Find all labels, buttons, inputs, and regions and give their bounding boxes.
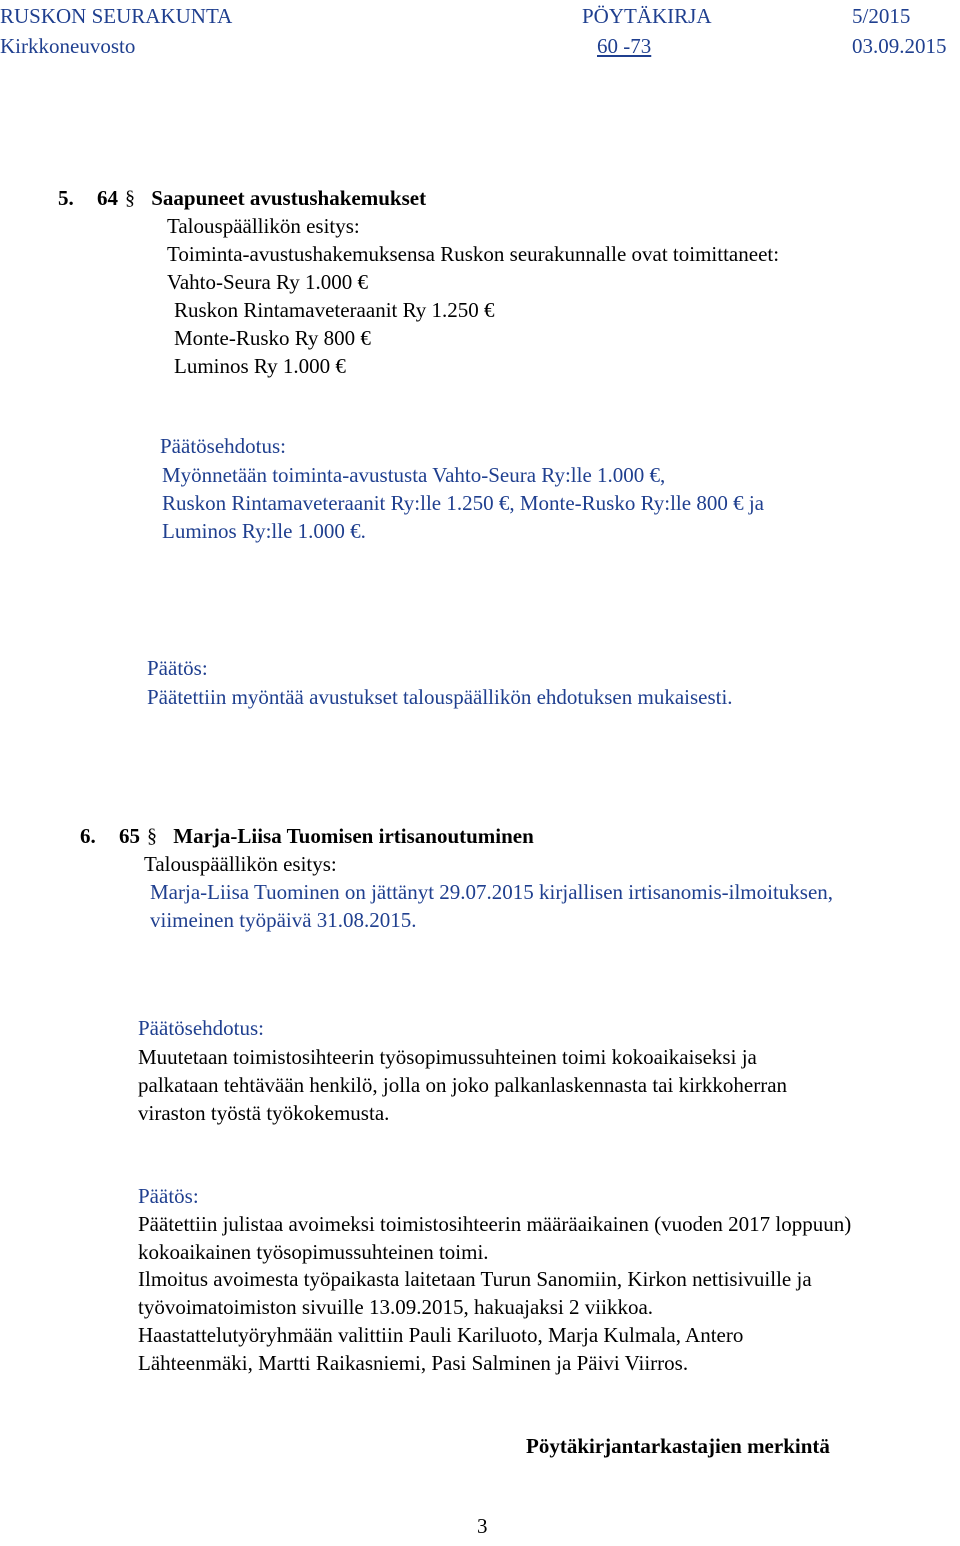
header-doc-no: 5/2015 [852,4,911,28]
decision-line: työvoimatoimiston sivuille 13.09.2015, hakuajaksi 2 viikkoa. [138,1295,654,1319]
header-body: Kirkkoneuvosto [0,34,136,58]
item-title: Marja-Liisa Tuomisen irtisanoutuminen [173,824,534,848]
proposal-label: Talouspäällikön esitys: [167,214,360,238]
decision-label: Päätös: [138,1184,199,1208]
proposal-line: Marja-Liisa Tuominen on jättänyt 29.07.2015 kirjallisen irtisanomis-ilmoituksen, [150,880,834,904]
decision-line: Päätettiin julistaa avoimeksi toimistosihteerin määräaikainen (vuoden 2017 loppuun) [138,1212,852,1236]
header-org: RUSKON SEURAKUNTA [0,4,233,28]
item-heading [58,184,426,212]
draft-line: viraston työstä työkokemusta. [138,1101,390,1125]
draft-line: Muutetaan toimistosihteerin työsopimussuhteinen toimi kokoaikaiseksi ja [138,1045,757,1069]
item-number: 6. [80,824,96,848]
header-sections: 60 -73 [597,34,652,58]
draft-line: Ruskon Rintamaveteraanit Ry:lle 1.250 €, Monte-Rusko Ry:lle 800 € ja [162,491,764,515]
draft-line: Luminos Ry:lle 1.000 €. [162,519,366,543]
page-header [0,2,960,58]
proposal-line: Luminos Ry 1.000 € [174,354,346,378]
section-number: 65 [119,824,140,848]
header-doc-type: PÖYTÄKIRJA [582,4,712,28]
proposal-line: Ruskon Rintamaveteraanit Ry 1.250 € [174,298,495,322]
draft-line: palkataan tehtävään henkilö, jolla on joko palkanlaskennasta tai kirkkoherran [138,1073,788,1097]
decision-line: Lähteenmäki, Martti Raikasniemi, Pasi Salminen ja Päivi Viirros. [138,1351,689,1375]
section-number: 64 [97,186,118,210]
decision-line: Ilmoitus avoimesta työpaikasta laitetaan Turun Sanomiin, Kirkon nettisivuille ja [138,1267,812,1291]
item-number: 5. [58,186,74,210]
decision-line: Haastattelutyöryhmään valittiin Pauli Kariluoto, Marja Kulmala, Antero [138,1323,744,1347]
proposal-line: Vahto-Seura Ry 1.000 € [167,270,368,294]
draft-line: Myönnetään toiminta-avustusta Vahto-Seura Ry:lle 1.000 €, [162,463,666,487]
svg-text:§: § [147,826,157,846]
item-title: Saapuneet avustushakemukset [151,186,427,210]
draft-label: Päätösehdotus: [138,1016,264,1040]
section-sign-icon [146,826,160,846]
decision-label: Päätös: [147,656,208,680]
svg-text:§: § [125,188,135,208]
header-date: 03.09.2015 [852,34,947,58]
item-heading [80,822,534,850]
proposal-label: Talouspäällikön esitys: [144,852,337,876]
decision-line: Päätettiin myöntää avustukset talouspäällikön ehdotuksen mukaisesti. [147,685,733,709]
draft-label: Päätösehdotus: [160,434,286,458]
decision-line: kokoaikainen työsopimussuhteinen toimi. [138,1240,489,1264]
section-sign-icon [124,188,138,208]
proposal-line: viimeinen työpäivä 31.08.2015. [150,908,417,932]
reviewers-note-label: Pöytäkirjantarkastajien merkintä [526,1434,830,1458]
proposal-line: Monte-Rusko Ry 800 € [174,326,371,350]
page-number: 3 [477,1514,488,1538]
proposal-line: Toiminta-avustushakemuksensa Ruskon seurakunnalle ovat toimittaneet: [167,242,780,266]
